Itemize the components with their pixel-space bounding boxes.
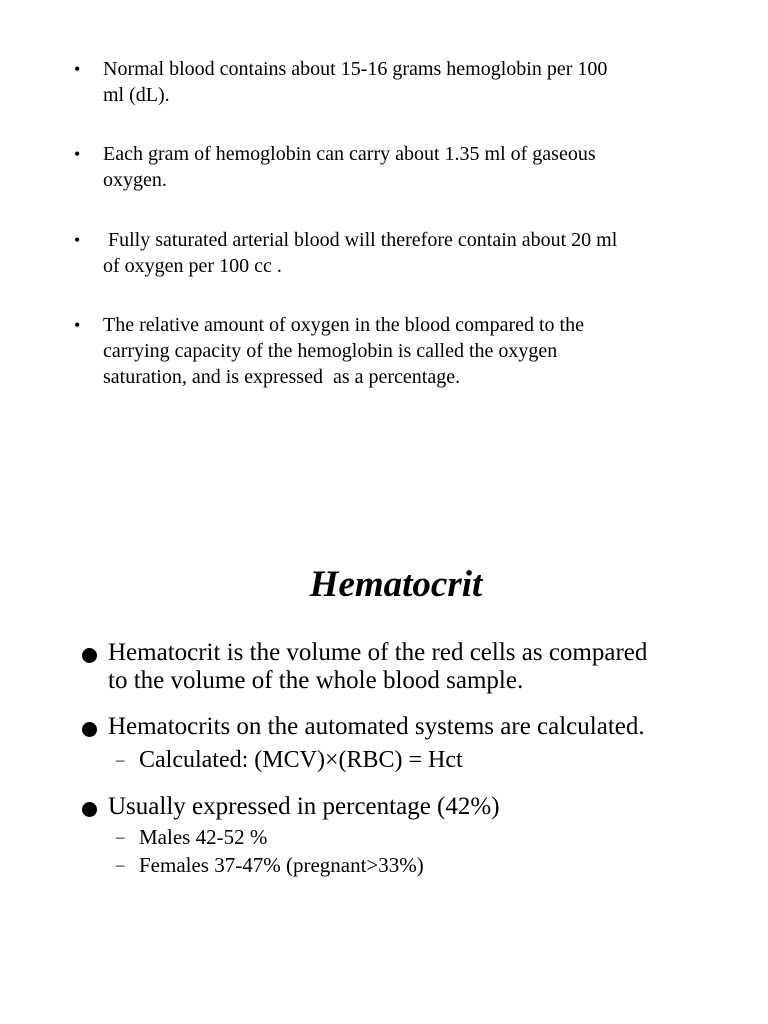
text-line: ml (dL).	[103, 84, 170, 106]
bullet-text	[108, 713, 728, 741]
section-title: Hematocrit	[309, 564, 483, 605]
text-line: Each gram of hemoglobin can carry about 1.35 ml of gaseous	[103, 143, 596, 165]
text-line: Hematocrit is the volume of the red cells as compared	[108, 639, 648, 666]
bullet-dot-icon	[82, 722, 97, 737]
bullet-dot-icon	[82, 648, 97, 663]
text-line: carrying capacity of the hemoglobin is called the oxygen	[103, 340, 558, 362]
sub-bullet-text: Calculated: (MCV)×(RBC) = Hct	[139, 747, 463, 773]
sub-bullet-text: Females 37-47% (pregnant>33%)	[139, 853, 424, 877]
text-line: saturation, and is expressed as a percentage.	[103, 366, 461, 388]
list-item-text	[103, 56, 703, 108]
text-line: Hematocrits on the automated systems are calculated.	[108, 713, 645, 740]
text-line: oxygen.	[103, 169, 167, 191]
text-line: Normal blood contains about 15-16 grams hemoglobin per 100	[103, 58, 608, 80]
text-line: The relative amount of oxygen in the blood compared to the	[103, 314, 584, 336]
text-line: Fully saturated arterial blood will therefore contain about 20 ml	[103, 229, 618, 251]
bullet-marker: •	[74, 144, 81, 164]
bullet-marker: •	[74, 315, 81, 335]
list-item-text	[103, 141, 703, 193]
bullet-marker: •	[74, 230, 81, 250]
list-item-text	[103, 312, 703, 390]
sub-bullet-text: Males 42-52 %	[139, 825, 268, 849]
text-line: Usually expressed in percentage (42%)	[108, 793, 500, 820]
dash-marker: –	[116, 827, 125, 846]
text-line: of oxygen per 100 cc .	[103, 255, 282, 277]
text-line: to the volume of the whole blood sample.	[108, 667, 524, 694]
bullet-text	[108, 639, 728, 695]
bullet-marker: •	[74, 59, 81, 79]
list-item-text	[103, 227, 703, 279]
dash-marker: –	[116, 750, 125, 769]
bullet-text	[108, 793, 728, 821]
bullet-dot-icon	[82, 802, 97, 817]
dash-marker: –	[116, 855, 125, 874]
